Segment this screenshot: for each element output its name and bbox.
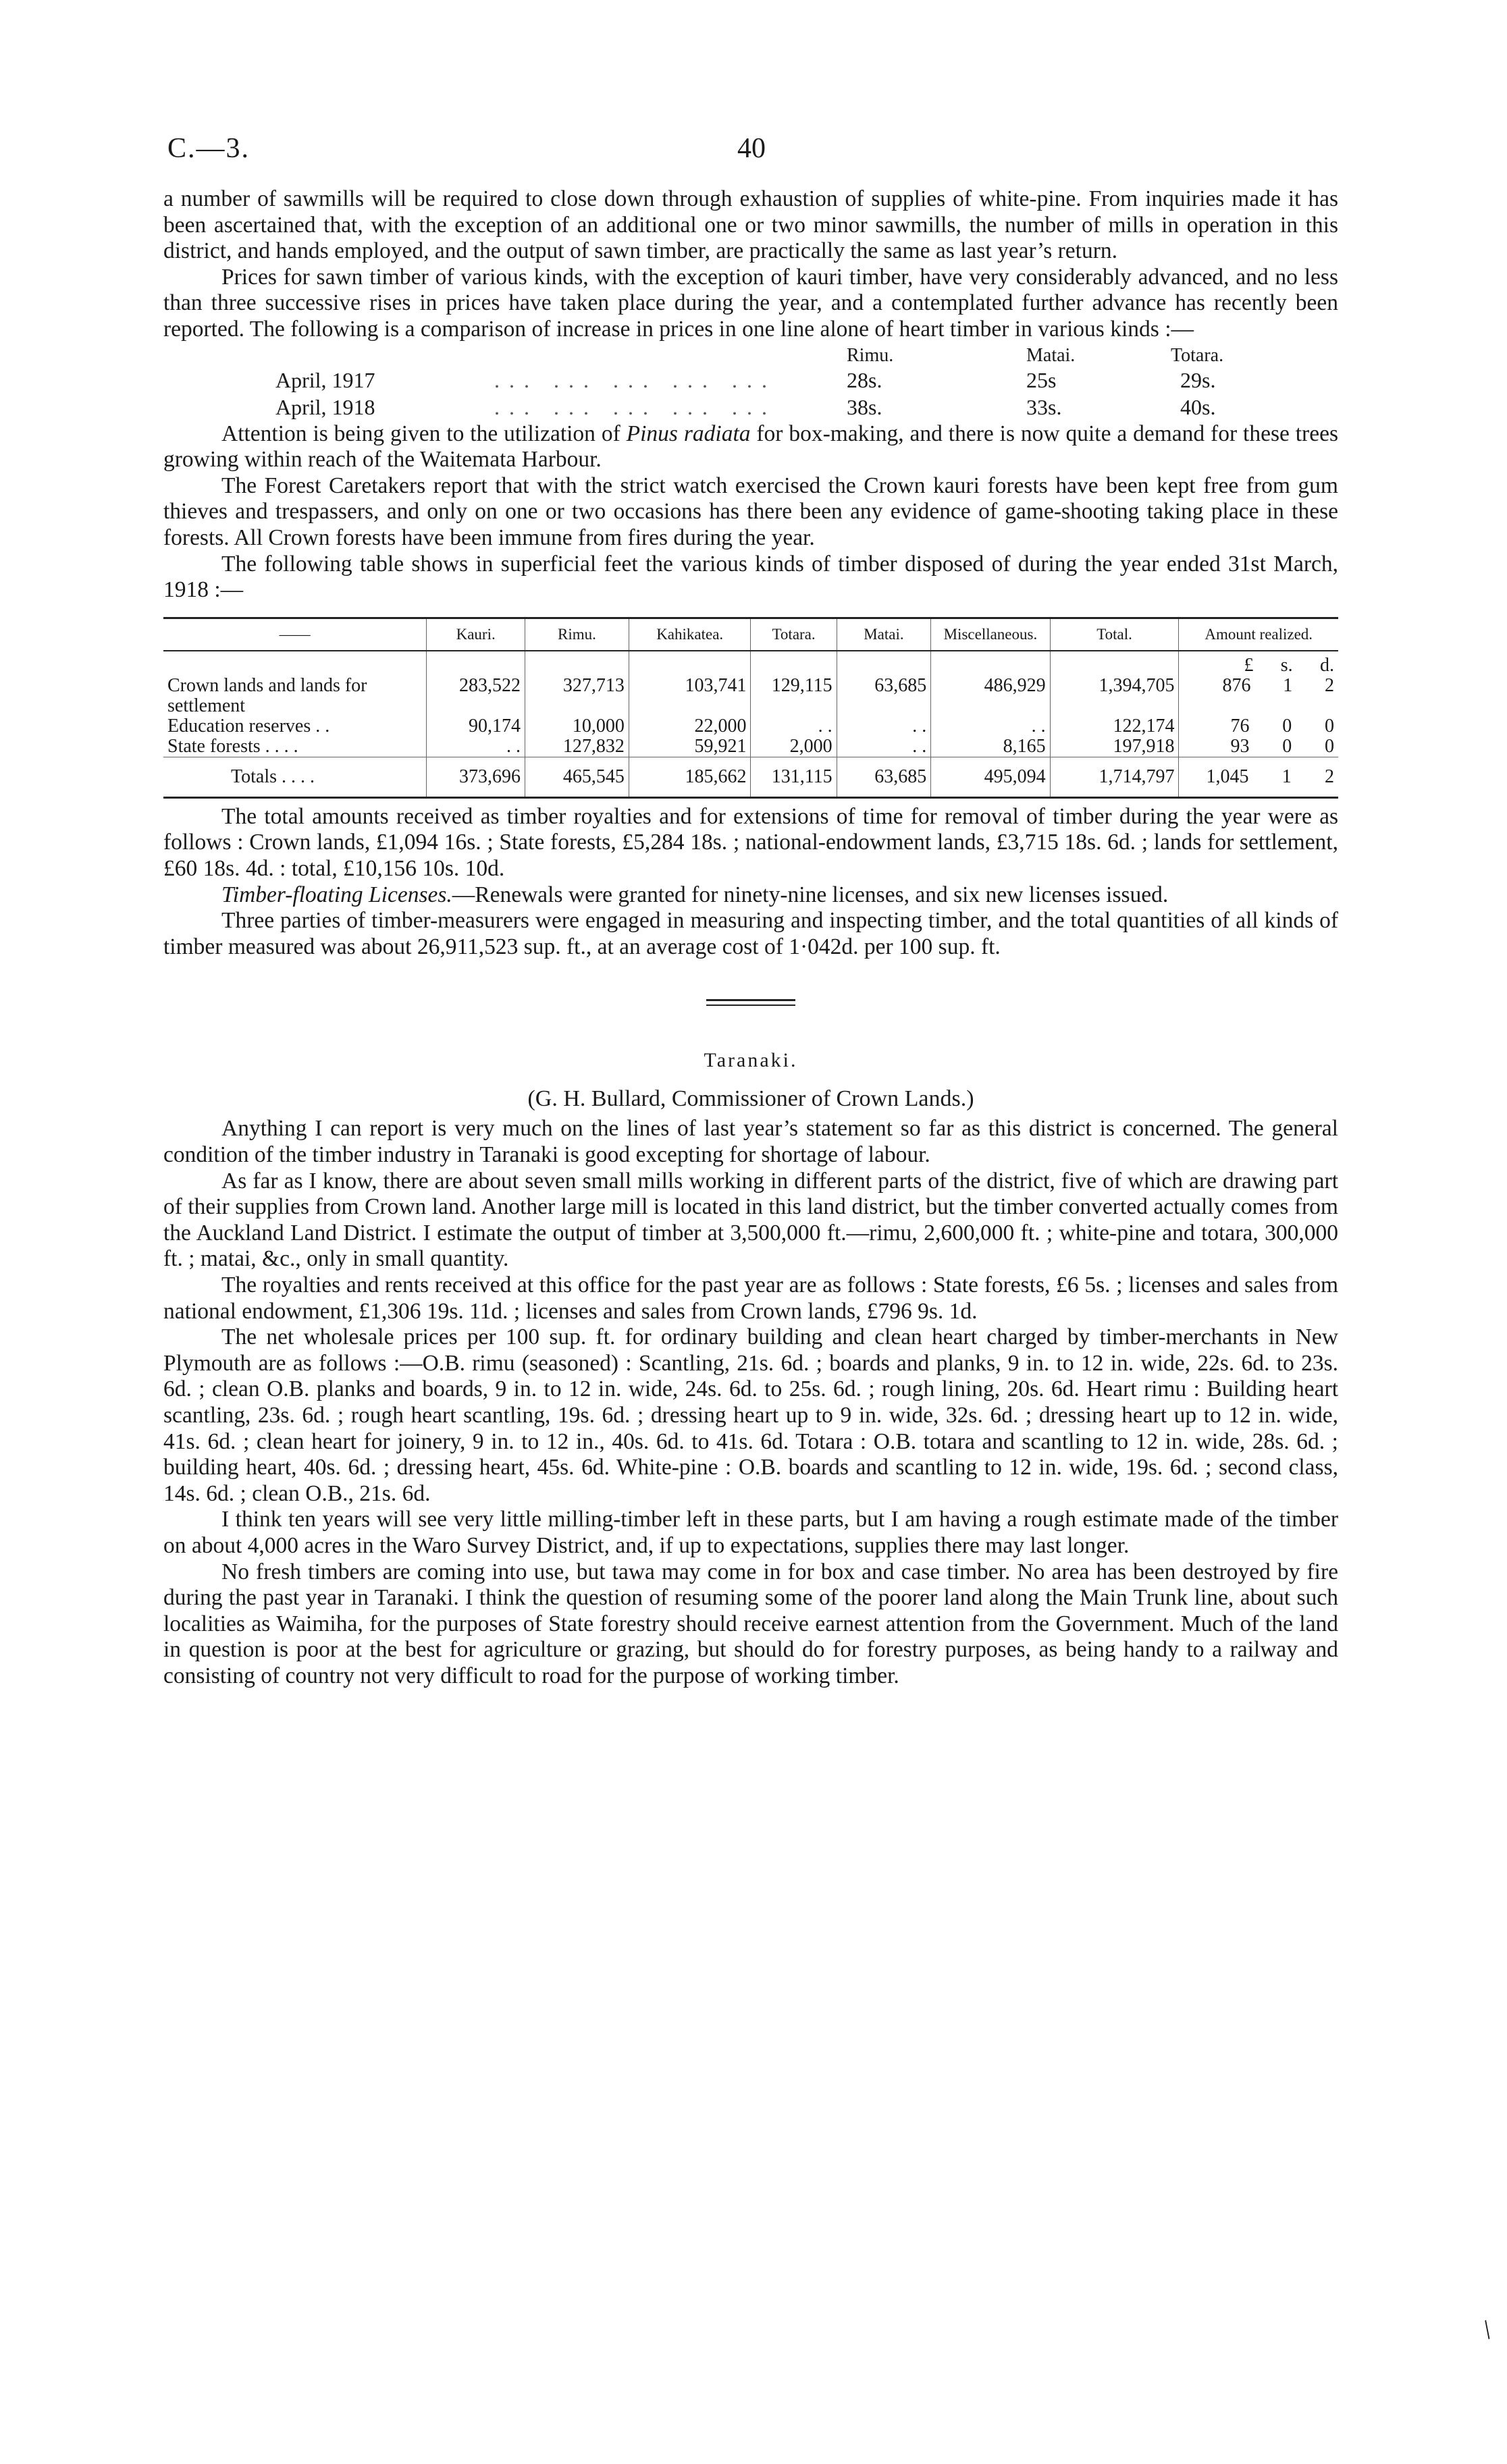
paragraph bbox=[163, 421, 1338, 473]
amount-cell bbox=[1179, 757, 1338, 797]
misc-cell: 8,165 bbox=[931, 736, 1050, 757]
misc-cell: . . bbox=[931, 716, 1050, 736]
kauri-cell: 283,522 bbox=[427, 676, 525, 716]
currency-row bbox=[163, 651, 1338, 676]
spacer-cell bbox=[525, 651, 629, 676]
kahikatea-cell: 185,662 bbox=[629, 757, 751, 797]
row-label: Education reserves . . bbox=[167, 715, 330, 736]
pounds-symbol: £ bbox=[1244, 654, 1254, 676]
row-label: Crown lands and lands for settlement bbox=[167, 674, 367, 716]
misc-cell: 486,929 bbox=[931, 676, 1050, 716]
pounds: 1,045 bbox=[1206, 766, 1249, 787]
table-header-row bbox=[163, 618, 1338, 651]
totara-cell: 131,115 bbox=[751, 757, 837, 797]
row-label: April, 1918 bbox=[275, 394, 375, 419]
header-cell: Totara. bbox=[751, 618, 837, 651]
matai-cell: 63,685 bbox=[837, 676, 931, 716]
page-body bbox=[163, 186, 1338, 1690]
row-label: April, 1917 bbox=[275, 367, 375, 392]
matai-cell: . . bbox=[837, 736, 931, 757]
page-number: 40 bbox=[737, 133, 766, 164]
rimu-cell: 10,000 bbox=[525, 716, 629, 736]
spacer-cell bbox=[1050, 651, 1179, 676]
shillings: 1 bbox=[1283, 674, 1293, 696]
section-divider bbox=[706, 999, 795, 1006]
total-cell: 197,918 bbox=[1050, 736, 1179, 757]
header-cell: Matai. bbox=[837, 618, 931, 651]
matai-value: 25s bbox=[1026, 367, 1057, 392]
kauri-cell: 373,696 bbox=[427, 757, 525, 797]
rimu-value: 38s. bbox=[847, 394, 882, 419]
pence: 2 bbox=[1324, 674, 1334, 696]
totara-cell: 2,000 bbox=[751, 736, 837, 757]
currency-header bbox=[1179, 651, 1338, 676]
text-run: for box-making, and there is now quite a demand for these trees growing within reach of the Waitemata Harbour. bbox=[163, 421, 1338, 473]
spacer-cell bbox=[931, 651, 1050, 676]
section-title: Taranaki. bbox=[704, 1049, 798, 1072]
shillings: 1 bbox=[1281, 766, 1292, 787]
amount-cell bbox=[1179, 716, 1338, 736]
row-label: State forests . . . . bbox=[167, 735, 298, 757]
spacer-cell bbox=[629, 651, 751, 676]
spacer-cell bbox=[751, 651, 837, 676]
page-header bbox=[163, 132, 1338, 173]
pounds: 93 bbox=[1230, 735, 1250, 757]
shillings: 0 bbox=[1282, 715, 1292, 736]
paragraph: I think ten years will see very little milling-timber left in these parts, but I am having a rough estimate made of the timber on about 4,000 acres in the Waro Survey District, and, if up to expectations, supplies there may last longer. bbox=[163, 1507, 1338, 1558]
matai-cell: 63,685 bbox=[837, 757, 931, 797]
rimu-cell: 327,713 bbox=[525, 676, 629, 716]
header-cell: —— bbox=[163, 618, 427, 651]
row-label: Totals . . . . bbox=[163, 757, 427, 797]
paragraph: The royalties and rents received at this office for the past year are as follows : State forests, £6 5s. ; licenses and sales from national endowment, £1,306 19s. 11d. ; licenses and sales from Crown lands, £796 9s. 1d. bbox=[163, 1273, 1338, 1324]
kauri-cell: 90,174 bbox=[427, 716, 525, 736]
header-cell: Kahikatea. bbox=[629, 618, 751, 651]
paragraph: Three parties of timber-measurers were engaged in measuring and inspecting timber, and the total quantities of all kinds of timber measured was about 26,911,523 sup. ft., at an average cost of 1·042d. per 100 sup. ft. bbox=[163, 908, 1338, 959]
document-reference: C.—3. bbox=[167, 133, 250, 164]
header-cell: Rimu. bbox=[525, 618, 629, 651]
table-row bbox=[163, 716, 1338, 736]
rimu-cell: 127,832 bbox=[525, 736, 629, 757]
header-cell: Amount realized. bbox=[1179, 618, 1338, 651]
shillings-symbol: s. bbox=[1280, 654, 1293, 676]
paragraph: Prices for sawn timber of various kinds, with the exception of kauri timber, have very considerably advanced, and no less than three successive rises in prices have taken place during the year, and a contemplated further advance has recently been reported. The following is a comparison of increase in prices in one line alone of heart timber in various kinds :— bbox=[163, 264, 1338, 342]
kahikatea-cell: 59,921 bbox=[629, 736, 751, 757]
price-comparison bbox=[163, 343, 1338, 421]
total-cell: 1,714,797 bbox=[1050, 757, 1179, 797]
divider-line bbox=[706, 1005, 795, 1006]
pounds: 76 bbox=[1230, 715, 1250, 736]
matai-value: 33s. bbox=[1026, 394, 1062, 419]
margin-mark: / bbox=[1476, 2314, 1498, 2345]
pounds: 876 bbox=[1222, 674, 1251, 696]
paragraph: The following table shows in superficial feet the various kinds of timber disposed of during the year ended 31st March, 1918 :— bbox=[163, 551, 1338, 603]
text-run: —Renewals were granted for ninety-nine licenses, and six new licenses issued. bbox=[452, 882, 1169, 907]
col-header-matai: Matai. bbox=[1026, 344, 1076, 366]
total-cell: 122,174 bbox=[1050, 716, 1179, 736]
pence: 2 bbox=[1324, 766, 1334, 787]
pence-symbol: d. bbox=[1319, 654, 1334, 676]
text-run: Attention is being given to the utilization of bbox=[221, 421, 627, 446]
kahikatea-cell: 103,741 bbox=[629, 676, 751, 716]
amount-cell bbox=[1179, 736, 1338, 757]
header-cell: Total. bbox=[1050, 618, 1179, 651]
matai-cell: . . bbox=[837, 716, 931, 736]
paragraph: The total amounts received as timber royalties and for extensions of time for removal of timber during the year were as follows : Crown lands, £1,094 16s. ; State forests, £5,284 18s. ; national-endowment lands, £3,715 18s. 6d. ; lands for settlement, £60 18s. 4d. : total, £10,156 10s. 10d. bbox=[163, 803, 1338, 881]
header-cell: Miscellaneous. bbox=[931, 618, 1050, 651]
pence: 0 bbox=[1324, 715, 1334, 736]
leader-dots: ... ... ... ... ... bbox=[494, 394, 776, 419]
kahikatea-cell: 22,000 bbox=[629, 716, 751, 736]
paragraph: No fresh timbers are coming into use, but tawa may come in for box and case timber. No area has been destroyed by fire during the past year in Taranaki. I think the question of resuming some of the poorer land along the Main Trunk line, about such localities as Waimiha, for the purposes of State forestry should receive earnest attention from the Government. Much of the land in question is poor at the best for agriculture or grazing, but should do for forestry purposes, as being handy to a railway and consisting of country not very difficult to road for the purpose of working timber. bbox=[163, 1559, 1338, 1688]
col-header-totara: Totara. bbox=[1171, 344, 1224, 366]
paragraph: As far as I know, there are about seven small mills working in different parts of the district, five of which are drawing part of their supplies from Crown land. Another large mill is located in this land district, but the timber converted actually comes from the Auckland Land District. I estimate the output of timber at 3,500,000 ft.—rimu, 2,600,000 ft. ; white-pine and totara, 300,000 ft. ; matai, &c., only in small quantity. bbox=[163, 1168, 1338, 1272]
amount-cell bbox=[1179, 676, 1338, 716]
comparison-row bbox=[163, 394, 1338, 420]
totals-row bbox=[163, 757, 1338, 797]
spacer-cell bbox=[837, 651, 931, 676]
paragraph: Anything I can report is very much on the lines of last year’s statement so far as this district is concerned. The general condition of the timber industry in Taranaki is good excepting for shortage of labour. bbox=[163, 1116, 1338, 1168]
totara-value: 40s. bbox=[1180, 394, 1216, 419]
header-cell: Kauri. bbox=[427, 618, 525, 651]
totara-cell: . . bbox=[751, 716, 837, 736]
rimu-value: 28s. bbox=[847, 367, 882, 392]
col-header-rimu: Rimu. bbox=[847, 344, 894, 366]
totara-value: 29s. bbox=[1180, 367, 1216, 392]
kauri-cell: . . bbox=[427, 736, 525, 757]
paragraph: The net wholesale prices per 100 sup. ft. for ordinary building and clean heart charged by timber-merchants in New Plymouth are as follows :—O.B. rimu (seasoned) : Scantling, 21s. 6d. ; boards and planks, 9 in. to 12 in. wide, 22s. 6d. to 23s. 6d. ; clean O.B. planks and boards, 9 in. to 12 in. wide, 24s. 6d. to 25s. 6d. ; rough lining, 20s. 6d. Heart rimu : Building heart scantling, 23s. 6d. ; rough heart scantling, 19s. 6d. ; dressing heart up to 9 in. wide, 32s. 6d. ; dressing heart up to 12 in. wide, 41s. 6d. ; clean heart for joinery, 9 in. to 12 in., 40s. 6d. to 41s. 6d. Totara : O.B. totara and scantling to 12 in. wide, 28s. 6d. ; building heart, 40s. 6d. ; dressing heart, 45s. 6d. White-pine : O.B. boards and scantling to 12 in. wide, 19s. 6d. ; second class, 14s. 6d. ; clean O.B., 21s. 6d. bbox=[163, 1324, 1338, 1506]
rimu-cell: 465,545 bbox=[525, 757, 629, 797]
italic-heading: Timber-floating Licenses. bbox=[221, 882, 452, 907]
pence: 0 bbox=[1324, 735, 1334, 757]
shillings: 0 bbox=[1282, 735, 1292, 757]
section-subtitle: (G. H. Bullard, Commissioner of Crown Lands.) bbox=[527, 1086, 974, 1111]
table-row bbox=[163, 736, 1338, 757]
paragraph bbox=[163, 882, 1338, 909]
comparison-row bbox=[163, 367, 1338, 393]
timber-table bbox=[163, 617, 1338, 799]
leader-dots: ... ... ... ... ... bbox=[494, 367, 776, 392]
table-row bbox=[163, 676, 1338, 716]
spacer-cell bbox=[163, 651, 427, 676]
total-cell: 1,394,705 bbox=[1050, 676, 1179, 716]
misc-cell: 495,094 bbox=[931, 757, 1050, 797]
paragraph: a number of sawmills will be required to close down through exhaustion of supplies of white-pine. From inquiries made it has been ascertained that, with the exception of an additional one or two minor sawmills, the number of mills in operation in this district, and hands employed, and the output of sawn timber, are practically the same as last year’s return. bbox=[163, 186, 1338, 264]
spacer-cell bbox=[427, 651, 525, 676]
italic-term: Pinus radiata bbox=[626, 421, 751, 446]
totara-cell: 129,115 bbox=[751, 676, 837, 716]
paragraph: The Forest Caretakers report that with the strict watch exercised the Crown kauri forests have been kept free from gum thieves and trespassers, and only on one or two occasions has there been any evidence of game-shooting taking place in these forests. All Crown forests have been immune from fires during the year. bbox=[163, 473, 1338, 550]
